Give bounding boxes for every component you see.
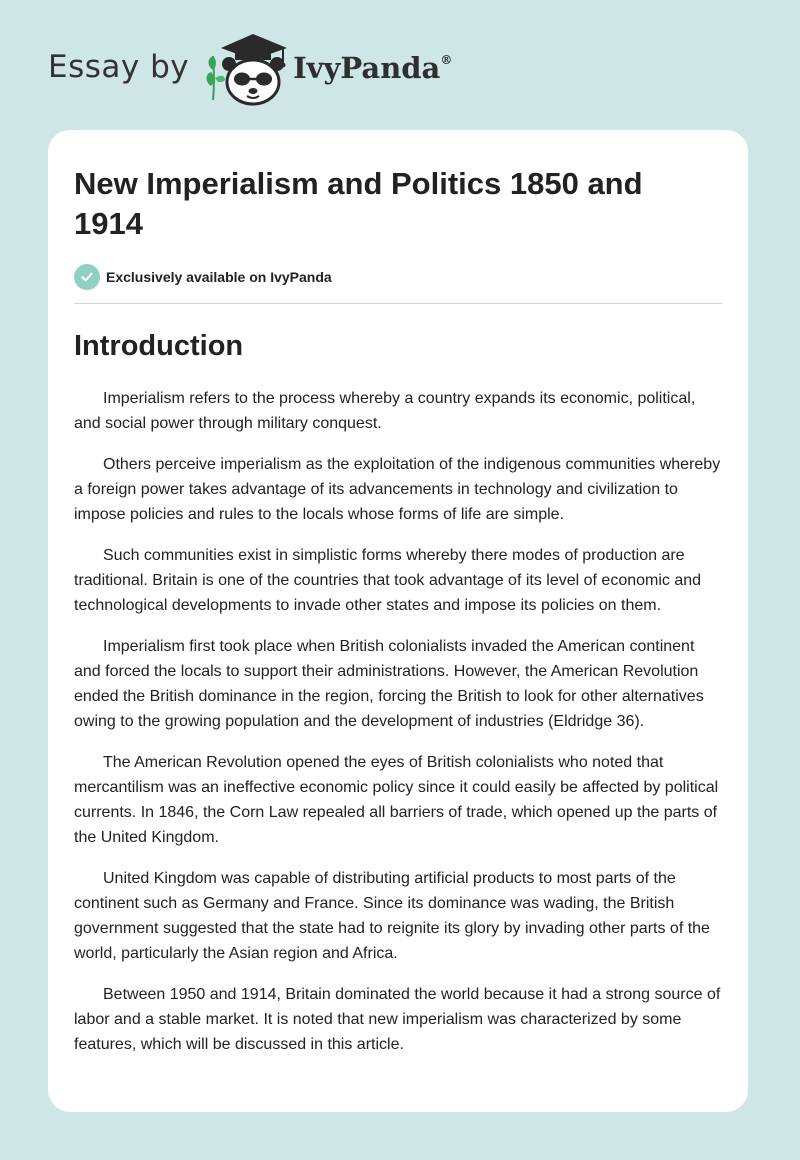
paragraph: Imperialism first took place when British colonialists invaded the American continent and forced the locals to support their administrations. However, the American Revolution ended the British dominance in the region, forcing the British to look for other alternatives owing to the growing population and the development of industries (Eldridge 36). (74, 638, 704, 730)
panda-logo-icon[interactable] (203, 30, 295, 110)
essay-by-label: Essay by (48, 49, 190, 85)
section-heading: Introduction (74, 330, 244, 362)
paragraph: Such communities exist in simplistic forms whereby there modes of production are traditional. Britain is one of the countries that took advantage of its level of economic and technological developments to invade other states and impose its policies on them. (74, 547, 702, 614)
site-header (48, 30, 452, 110)
divider (74, 303, 722, 304)
paragraph: The American Revolution opened the eyes of British colonialists who noted that mercantilism was an ineffective economic policy since it could easily be affected by political currents. In 1846, the Corn Law repealed all barriers of trade, which opened up the parts of the United Kingdom. (74, 754, 719, 846)
paragraph: Others perceive imperialism as the exploitation of the indigenous communities whereby a foreign power takes advantage of its advancements in technology and civilization to impose policies and rules to the locals whose forms of life are simple. (74, 456, 721, 523)
paragraph: Imperialism refers to the process whereby a country expands its economic, political, and social power through military conquest. (74, 390, 696, 432)
check-icon (74, 264, 100, 290)
article-body (74, 386, 722, 1057)
badge-label: Exclusively available on IvyPanda (106, 269, 332, 285)
essay-card (48, 130, 748, 1112)
paragraph: Between 1950 and 1914, Britain dominated the world because it had a strong source of labor and a stable market. It is noted that new imperialism was characterized by some features, which will be discussed in this article. (74, 986, 721, 1053)
brand-name[interactable]: IvyPanda® (293, 51, 453, 85)
paragraph: United Kingdom was capable of distributing artificial products to most parts of the continent such as Germany and France. Since its dominance was wading, the British government suggested that the state had to reignite its glory by invading other parts of the world, particularly the Asian region and Africa. (74, 870, 710, 962)
page-title: New Imperialism and Politics 1850 and 1914 (74, 166, 643, 241)
exclusive-badge (74, 264, 722, 290)
